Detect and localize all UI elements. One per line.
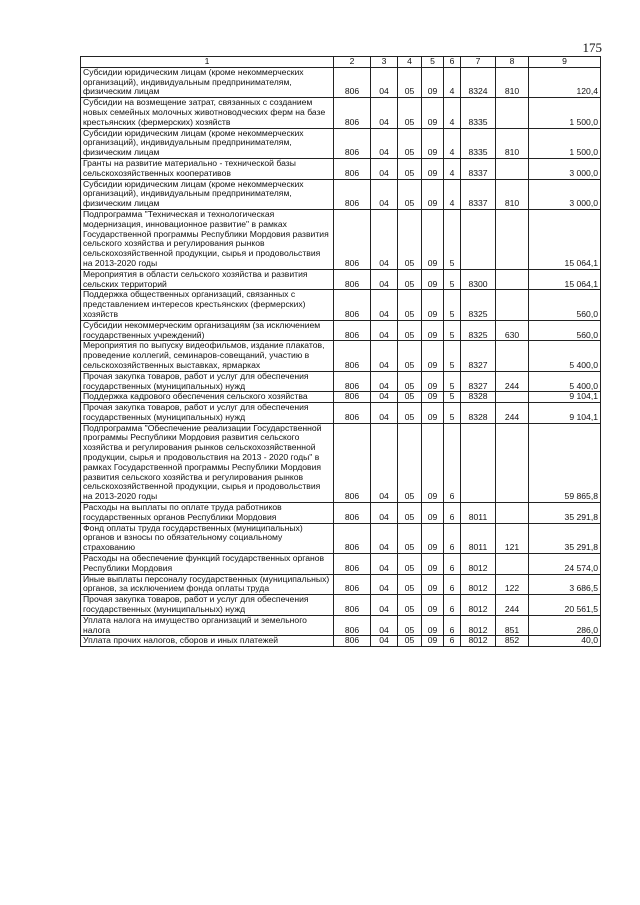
row-code-2: 806 — [334, 179, 371, 209]
row-code-2: 806 — [334, 320, 371, 341]
table-row — [81, 403, 601, 424]
row-code-5: 09 — [422, 341, 444, 371]
row-code-3: 04 — [371, 554, 398, 575]
row-sum: 3 686,5 — [529, 574, 601, 595]
row-code-2: 806 — [334, 209, 371, 269]
row-sum: 15 064,1 — [529, 269, 601, 290]
row-code-7: 8012 — [461, 595, 496, 616]
row-code-8 — [496, 392, 529, 403]
header-col-2: 2 — [334, 57, 371, 68]
row-code-4: 05 — [398, 615, 422, 636]
row-code-7: 8335 — [461, 98, 496, 128]
row-code-6: 5 — [444, 341, 461, 371]
row-code-5: 09 — [422, 269, 444, 290]
row-code-3: 04 — [371, 209, 398, 269]
row-code-7: 8011 — [461, 503, 496, 524]
row-code-4: 05 — [398, 98, 422, 128]
table-row — [81, 423, 601, 502]
row-code-2: 806 — [334, 574, 371, 595]
row-code-4: 05 — [398, 179, 422, 209]
row-code-3: 04 — [371, 574, 398, 595]
row-code-8: 630 — [496, 320, 529, 341]
row-code-2: 806 — [334, 67, 371, 97]
table-row — [81, 371, 601, 392]
row-code-3: 04 — [371, 595, 398, 616]
row-code-3: 04 — [371, 636, 398, 647]
row-code-8: 244 — [496, 371, 529, 392]
table-row — [81, 392, 601, 403]
row-sum: 5 400,0 — [529, 341, 601, 371]
row-code-5: 09 — [422, 209, 444, 269]
row-code-6: 6 — [444, 523, 461, 553]
header-col-7: 7 — [461, 57, 496, 68]
row-code-7: 8325 — [461, 320, 496, 341]
row-code-5: 09 — [422, 503, 444, 524]
row-code-4: 05 — [398, 209, 422, 269]
row-code-3: 04 — [371, 341, 398, 371]
row-code-5: 09 — [422, 179, 444, 209]
row-code-5: 09 — [422, 371, 444, 392]
row-code-7: 8328 — [461, 392, 496, 403]
row-code-7: 8337 — [461, 158, 496, 179]
row-code-8 — [496, 158, 529, 179]
row-code-7: 8337 — [461, 179, 496, 209]
page-number: 175 — [582, 40, 602, 55]
row-code-8 — [496, 290, 529, 320]
row-code-2: 806 — [334, 595, 371, 616]
row-name: Субсидии юридическим лицам (кроме некоммерческих организаций), индивидуальным предпринимателям, физическим лицам — [81, 67, 334, 97]
row-code-4: 05 — [398, 67, 422, 97]
row-code-4: 05 — [398, 554, 422, 575]
row-code-8 — [496, 269, 529, 290]
row-code-8 — [496, 423, 529, 502]
row-name: Мероприятия по выпуску видеофильмов, издание плакатов, проведение коллегий, семинаров-совещаний, участию в сельскохозяйственных выставках, ярмарках — [81, 341, 334, 371]
row-code-2: 806 — [334, 636, 371, 647]
row-name: Фонд оплаты труда государственных (муниципальных) органов и взносы по обязательному социальному страхованию — [81, 523, 334, 553]
row-code-4: 05 — [398, 403, 422, 424]
row-code-2: 806 — [334, 98, 371, 128]
row-code-4: 05 — [398, 269, 422, 290]
row-code-2: 806 — [334, 269, 371, 290]
row-code-2: 806 — [334, 158, 371, 179]
row-code-5: 09 — [422, 403, 444, 424]
table-row — [81, 574, 601, 595]
header-col-9: 9 — [529, 57, 601, 68]
row-name: Субсидии на возмещение затрат, связанных с созданием новых семейных молочных животноводческих ферм на базе крестьянских (фермерских) хозяйств — [81, 98, 334, 128]
row-code-7: 8012 — [461, 636, 496, 647]
row-code-8 — [496, 503, 529, 524]
budget-table — [80, 56, 601, 647]
header-col-4: 4 — [398, 57, 422, 68]
row-code-8: 121 — [496, 523, 529, 553]
header-col-3: 3 — [371, 57, 398, 68]
row-code-5: 09 — [422, 615, 444, 636]
row-code-4: 05 — [398, 423, 422, 502]
table-row — [81, 269, 601, 290]
row-code-8 — [496, 98, 529, 128]
row-code-3: 04 — [371, 423, 398, 502]
row-code-6: 4 — [444, 98, 461, 128]
row-code-8 — [496, 554, 529, 575]
row-code-6: 4 — [444, 67, 461, 97]
row-name: Прочая закупка товаров, работ и услуг для обеспечения государственных (муниципальных) нужд — [81, 371, 334, 392]
row-name: Иные выплаты персоналу государственных (муниципальных) органов, за исключением фонда оплаты труда — [81, 574, 334, 595]
row-code-7: 8327 — [461, 371, 496, 392]
row-code-3: 04 — [371, 290, 398, 320]
table-header-row — [81, 57, 601, 68]
row-name: Поддержка кадрового обеспечения сельского хозяйства — [81, 392, 334, 403]
row-code-3: 04 — [371, 523, 398, 553]
row-code-2: 806 — [334, 503, 371, 524]
row-sum: 3 000,0 — [529, 158, 601, 179]
row-code-2: 806 — [334, 128, 371, 158]
table-row — [81, 523, 601, 553]
row-code-2: 806 — [334, 371, 371, 392]
row-code-4: 05 — [398, 320, 422, 341]
row-code-4: 05 — [398, 574, 422, 595]
row-code-8: 244 — [496, 595, 529, 616]
table-row — [81, 290, 601, 320]
row-name: Субсидии юридическим лицам (кроме некоммерческих организаций), индивидуальным предпринимателям, физическим лицам — [81, 179, 334, 209]
row-name: Подпрограмма "Техническая и технологическая модернизация, инновационное развитие" в рамках Государственной программы Республики Мордовия развития сельского хозяйства и регулирования рынков сельскохозяйственной продукции, сырья и продовольствия на 2013-2020 годы — [81, 209, 334, 269]
row-code-3: 04 — [371, 403, 398, 424]
table-row — [81, 158, 601, 179]
row-name: Прочая закупка товаров, работ и услуг для обеспечения государственных (муниципальных) нужд — [81, 403, 334, 424]
row-sum: 35 291,8 — [529, 503, 601, 524]
row-code-5: 09 — [422, 423, 444, 502]
row-code-8: 244 — [496, 403, 529, 424]
row-code-4: 05 — [398, 158, 422, 179]
row-code-7: 8328 — [461, 403, 496, 424]
row-name: Уплата налога на имущество организаций и земельного налога — [81, 615, 334, 636]
row-code-4: 05 — [398, 523, 422, 553]
row-name: Субсидии юридическим лицам (кроме некоммерческих организаций), индивидуальным предпринимателям, физическим лицам — [81, 128, 334, 158]
header-col-1: 1 — [81, 57, 334, 68]
row-sum: 9 104,1 — [529, 403, 601, 424]
table-row — [81, 67, 601, 97]
row-sum: 1 500,0 — [529, 128, 601, 158]
row-code-8: 852 — [496, 636, 529, 647]
row-code-5: 09 — [422, 554, 444, 575]
row-sum: 5 400,0 — [529, 371, 601, 392]
row-code-2: 806 — [334, 615, 371, 636]
row-name: Уплата прочих налогов, сборов и иных платежей — [81, 636, 334, 647]
row-sum: 24 574,0 — [529, 554, 601, 575]
row-sum: 35 291,8 — [529, 523, 601, 553]
row-code-7: 8335 — [461, 128, 496, 158]
table-row — [81, 98, 601, 128]
row-code-3: 04 — [371, 98, 398, 128]
row-code-6: 5 — [444, 320, 461, 341]
header-col-5: 5 — [422, 57, 444, 68]
row-sum: 9 104,1 — [529, 392, 601, 403]
table-row — [81, 503, 601, 524]
row-code-5: 09 — [422, 392, 444, 403]
row-code-7 — [461, 423, 496, 502]
row-code-5: 09 — [422, 98, 444, 128]
row-code-2: 806 — [334, 523, 371, 553]
row-code-2: 806 — [334, 403, 371, 424]
row-code-3: 04 — [371, 269, 398, 290]
row-code-3: 04 — [371, 158, 398, 179]
row-code-4: 05 — [398, 636, 422, 647]
table-row — [81, 128, 601, 158]
row-sum: 59 865,8 — [529, 423, 601, 502]
table-row — [81, 615, 601, 636]
row-code-4: 05 — [398, 290, 422, 320]
row-code-8: 810 — [496, 179, 529, 209]
row-name: Расходы на обеспечение функций государственных органов Республики Мордовия — [81, 554, 334, 575]
row-code-6: 6 — [444, 615, 461, 636]
row-code-6: 4 — [444, 179, 461, 209]
row-sum: 15 064,1 — [529, 209, 601, 269]
row-code-8 — [496, 209, 529, 269]
row-code-3: 04 — [371, 320, 398, 341]
row-sum: 286,0 — [529, 615, 601, 636]
row-code-5: 09 — [422, 290, 444, 320]
row-code-6: 5 — [444, 392, 461, 403]
row-name: Гранты на развитие материально - технической базы сельскохозяйственных кооперативов — [81, 158, 334, 179]
row-sum: 560,0 — [529, 320, 601, 341]
row-code-6: 6 — [444, 595, 461, 616]
row-code-2: 806 — [334, 392, 371, 403]
row-code-7: 8012 — [461, 574, 496, 595]
row-code-8 — [496, 341, 529, 371]
row-code-6: 6 — [444, 503, 461, 524]
table-body — [81, 67, 601, 646]
row-sum: 40,0 — [529, 636, 601, 647]
row-code-6: 5 — [444, 403, 461, 424]
header-col-6: 6 — [444, 57, 461, 68]
row-code-4: 05 — [398, 341, 422, 371]
table-row — [81, 179, 601, 209]
row-code-5: 09 — [422, 67, 444, 97]
row-sum: 120,4 — [529, 67, 601, 97]
row-code-5: 09 — [422, 595, 444, 616]
row-sum: 3 000,0 — [529, 179, 601, 209]
row-code-2: 806 — [334, 554, 371, 575]
row-code-3: 04 — [371, 371, 398, 392]
row-code-2: 806 — [334, 290, 371, 320]
row-code-8: 810 — [496, 67, 529, 97]
row-code-2: 806 — [334, 341, 371, 371]
row-code-6: 5 — [444, 269, 461, 290]
row-name: Прочая закупка товаров, работ и услуг для обеспечения государственных (муниципальных) нужд — [81, 595, 334, 616]
table-row — [81, 341, 601, 371]
table-row — [81, 554, 601, 575]
table-row — [81, 636, 601, 647]
row-sum: 1 500,0 — [529, 98, 601, 128]
row-code-7: 8300 — [461, 269, 496, 290]
row-code-4: 05 — [398, 128, 422, 158]
row-code-3: 04 — [371, 179, 398, 209]
row-code-2: 806 — [334, 423, 371, 502]
table-row — [81, 209, 601, 269]
row-code-4: 05 — [398, 392, 422, 403]
row-code-4: 05 — [398, 503, 422, 524]
row-code-8: 810 — [496, 128, 529, 158]
row-code-3: 04 — [371, 67, 398, 97]
table-row — [81, 320, 601, 341]
row-code-6: 5 — [444, 371, 461, 392]
row-code-3: 04 — [371, 503, 398, 524]
row-code-6: 6 — [444, 423, 461, 502]
row-code-7: 8324 — [461, 67, 496, 97]
row-sum: 20 561,5 — [529, 595, 601, 616]
row-code-3: 04 — [371, 615, 398, 636]
row-code-6: 4 — [444, 128, 461, 158]
row-code-4: 05 — [398, 595, 422, 616]
row-code-7: 8327 — [461, 341, 496, 371]
row-code-6: 4 — [444, 158, 461, 179]
row-code-7: 8012 — [461, 615, 496, 636]
row-code-6: 6 — [444, 574, 461, 595]
row-code-6: 5 — [444, 290, 461, 320]
row-code-5: 09 — [422, 523, 444, 553]
row-code-5: 09 — [422, 128, 444, 158]
row-name: Подпрограмма "Обеспечение реализации Государственной программы Республики Мордовия развития сельского хозяйства и регулирования рынков сельскохозяйственной продукции, сырья и продовольствия на 2013 - 2020 годы" в рамках Государственной программы Республики Мордовия развития сельского хозяйства и регулирования рынков сельскохозяйственной продукции, сырья и продовольствия на 2013-2020 годы — [81, 423, 334, 502]
row-code-3: 04 — [371, 392, 398, 403]
row-name: Субсидии некоммерческим организациям (за исключением государственных учреждений) — [81, 320, 334, 341]
row-code-5: 09 — [422, 158, 444, 179]
row-code-8: 122 — [496, 574, 529, 595]
row-name: Поддержка общественных организаций, связанных с представлением интересов крестьянских (фермерских) хозяйств — [81, 290, 334, 320]
row-code-8: 851 — [496, 615, 529, 636]
row-sum: 560,0 — [529, 290, 601, 320]
row-code-7 — [461, 209, 496, 269]
table-row — [81, 595, 601, 616]
row-code-5: 09 — [422, 320, 444, 341]
row-code-6: 5 — [444, 209, 461, 269]
row-code-4: 05 — [398, 371, 422, 392]
header-col-8: 8 — [496, 57, 529, 68]
row-code-7: 8012 — [461, 554, 496, 575]
row-name: Мероприятия в области сельского хозяйства и развития сельских территорий — [81, 269, 334, 290]
row-code-5: 09 — [422, 574, 444, 595]
row-code-7: 8011 — [461, 523, 496, 553]
row-code-3: 04 — [371, 128, 398, 158]
row-code-6: 6 — [444, 554, 461, 575]
row-name: Расходы на выплаты по оплате труда работников государственных органов Республики Мордовия — [81, 503, 334, 524]
row-code-5: 09 — [422, 636, 444, 647]
row-code-7: 8325 — [461, 290, 496, 320]
row-code-6: 6 — [444, 636, 461, 647]
